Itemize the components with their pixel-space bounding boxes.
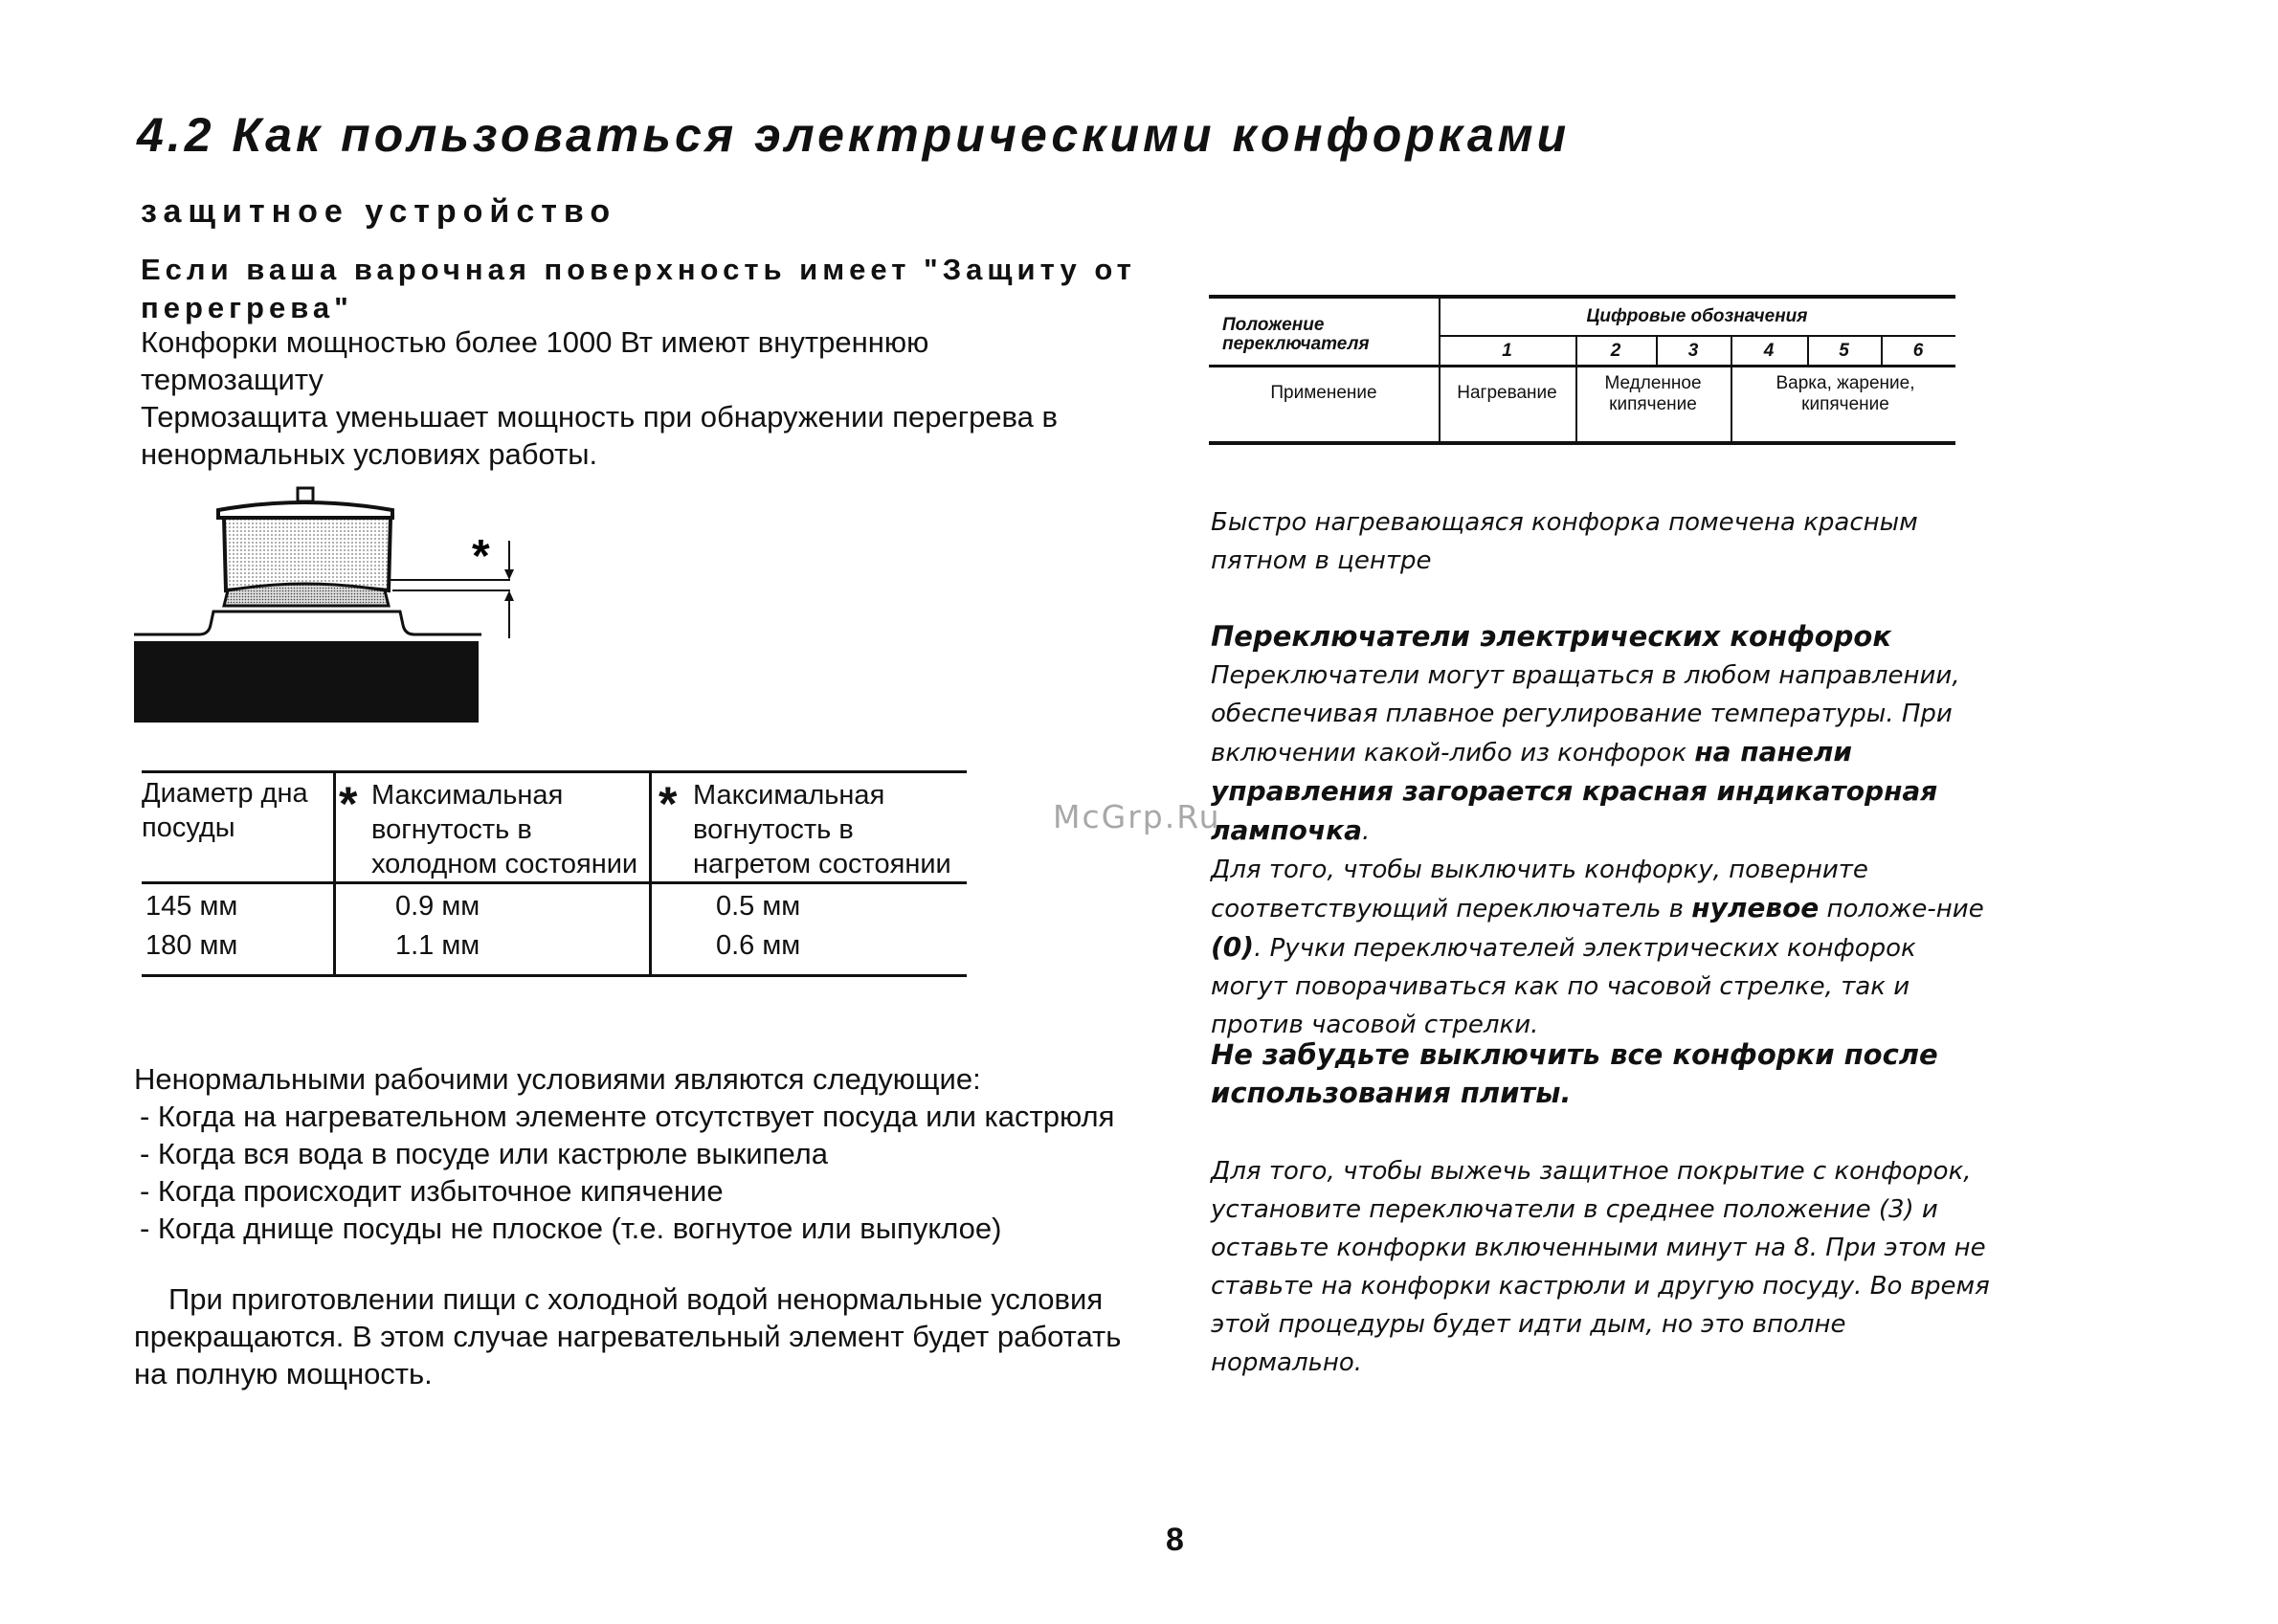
concavity-table	[142, 770, 967, 977]
table-row-2-cold: 1.1 мм	[395, 930, 480, 961]
position-3: 3	[1687, 341, 1699, 361]
watermark: McGrp.Ru	[1053, 798, 1221, 835]
switches-text-end: .	[1362, 817, 1371, 846]
list-item: - Когда вся вода в посуде или кастрюле выкипела	[140, 1137, 828, 1170]
off-instruction-end: . Ручки переключателей электрических конфорок могут поворачиваться как по часовой стрелке, так и против часовой стрелки.	[1211, 934, 1916, 1039]
pot-diagram	[132, 483, 515, 723]
cold-water-note: При приготовлении пищи с холодной водой ненормальные условия прекращаются. В этом случае нагревательный элемент будет работать на полную мощность.	[134, 1282, 1122, 1390]
section-subheading: защитное устройство	[141, 193, 617, 230]
table-row-1-diameter: 145 мм	[145, 891, 238, 922]
burn-in-note: Для того, чтобы выжечь защитное покрытие с конфорок, установите переключатели в среднее положение (3) и оставьте конфорки включенными минут на 8. При этом не ставьте на конфорки кастрюли и другую посуду. Во время этой процедуры будет идти дым, но это вполне нормально.	[1211, 1157, 1990, 1377]
list-item: - Когда днище посуды не плоское (т.е. вогнутое или выпуклое)	[140, 1212, 1002, 1245]
star-cold: *	[339, 777, 358, 831]
header-cold-concavity: Максимальная вогнутость в холодном состоянии	[371, 780, 638, 879]
paragraph-thermal-protection: Конфорки мощностью более 1000 Вт имеют внутреннюю термозащиту	[141, 325, 929, 396]
switches-text: Переключатели могут вращаться в любом направлении, обеспечивая плавное регулирование температуры. При включении какой-либо из конфорок	[1211, 661, 1960, 768]
zero-position-text: нулевое	[1691, 892, 1820, 923]
off-instruction-mid: положе-ние	[1819, 895, 1984, 923]
fast-burner-note: Быстро нагревающаяся конфорка помечена красным пятном в центре	[1211, 508, 1918, 575]
list-item: - Когда на нагревательном элементе отсутствует посуда или кастрюля	[140, 1100, 1115, 1133]
table-row-1-cold: 0.9 мм	[395, 891, 480, 922]
position-6: 6	[1912, 341, 1924, 361]
off-instruction: Для того, чтобы выключить конфорку, поверните соответствующий переключатель в	[1211, 856, 1868, 923]
warning-turn-off: Не забудьте выключить все конфорки после использования плиты.	[1211, 1038, 1938, 1109]
page-number: 8	[1166, 1522, 1184, 1558]
row-label-use: Применение	[1270, 383, 1377, 403]
indicator-lamp-text: на панели управления загорается красная индикаторная лампочка	[1211, 736, 1938, 846]
table-row-2-diameter: 180 мм	[145, 930, 238, 961]
switches-description	[1211, 656, 1996, 1044]
dimension-star-label: *	[472, 531, 490, 582]
position-2: 2	[1610, 341, 1621, 361]
star-hot: *	[659, 777, 678, 831]
header-diameter: Диаметр дна посуды	[142, 778, 308, 843]
position-5: 5	[1839, 341, 1849, 361]
position-4: 4	[1763, 341, 1775, 361]
table-row-1-hot: 0.5 мм	[716, 891, 801, 922]
position-1: 1	[1502, 341, 1512, 361]
use-slow-boil: Медленное кипячение	[1604, 373, 1702, 414]
switches-heading: Переключатели электрических конфорок	[1211, 620, 1892, 653]
zero-symbol: (0)	[1211, 931, 1255, 963]
abnormal-conditions	[134, 1060, 1168, 1247]
paragraph-thermal-reduction: Термозащита уменьшает мощность при обнаружении перегрева в ненормальных условиях работы.	[141, 400, 1058, 471]
switch-position-table	[1209, 295, 1955, 448]
header-digital-marks: Цифровые обозначения	[1586, 306, 1808, 326]
use-cooking-frying-boiling: Варка, жарение, кипячение	[1776, 373, 1915, 414]
header-switch-position: Положение переключателя	[1222, 315, 1370, 354]
abnormal-intro: Ненормальными рабочими условиями являются следующие:	[134, 1062, 981, 1096]
page-title: 4.2 Как пользоваться электрическими конфорками	[137, 108, 1571, 162]
table-row-2-hot: 0.6 мм	[716, 930, 801, 961]
list-item: - Когда происходит избыточное кипячение	[140, 1174, 724, 1208]
overheat-heading: Если ваша варочная поверхность имеет "Защиту от перегрева"	[141, 253, 1136, 324]
use-heating: Нагревание	[1457, 383, 1557, 403]
header-hot-concavity: Максимальная вогнутость в нагретом состоянии	[693, 780, 951, 879]
